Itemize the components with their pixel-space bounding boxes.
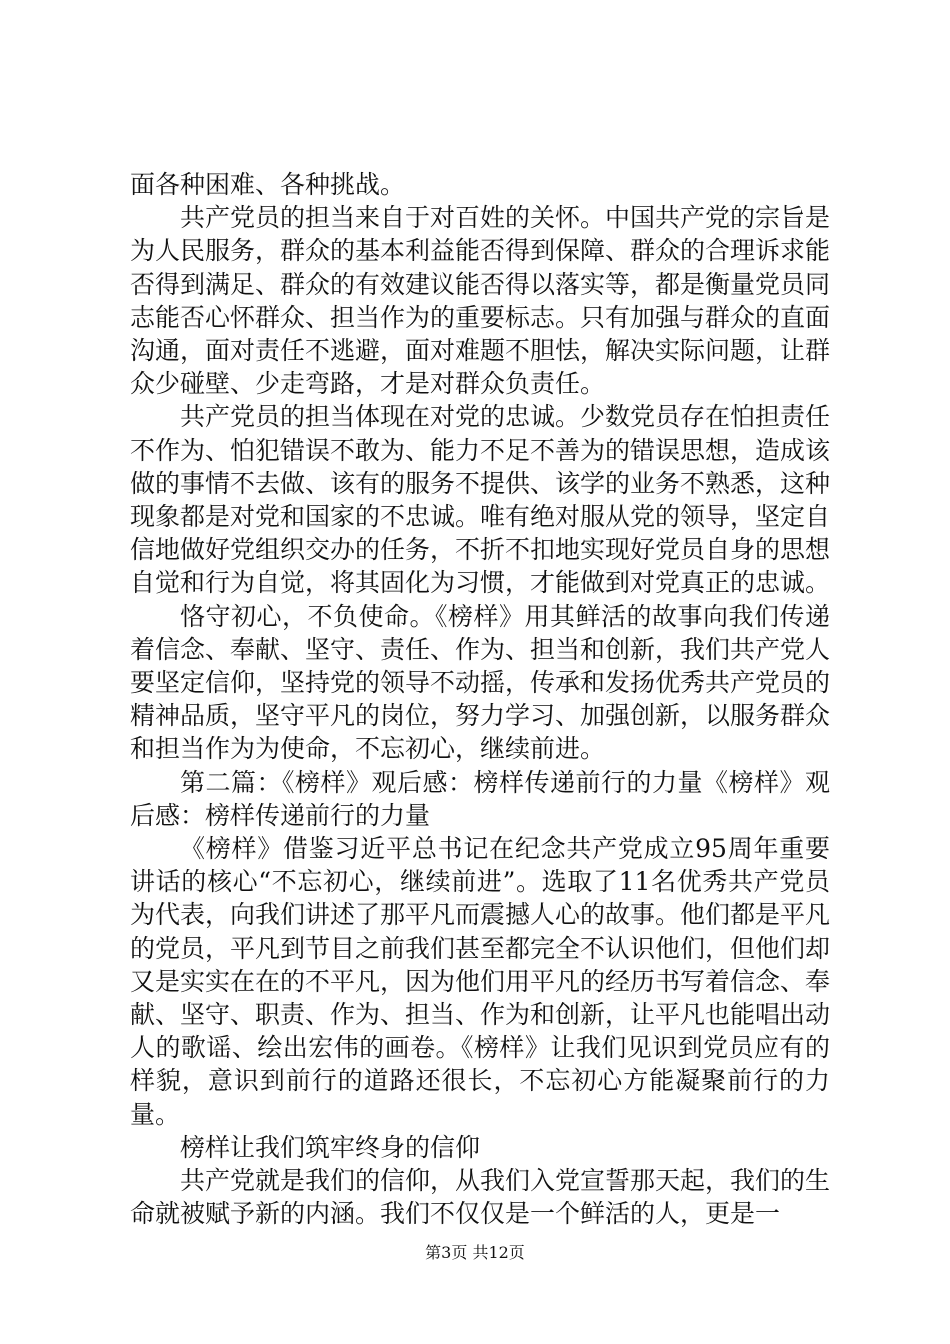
document-body	[130, 168, 830, 1231]
paragraph-party-belief: 共产党就是我们的信仰，从我们入党宣誓那天起，我们的生命就被赋予新的内涵。我们不仅仅是一个鲜活的人，更是一	[130, 1166, 831, 1229]
subheading-lifelong-belief: 榜样让我们筑牢终身的信仰	[180, 1132, 481, 1162]
paragraph-role-models-intro: 《榜样》借鉴习近平总书记在纪念共产党成立95周年重要讲话的核心“不忘初心，继续前进”。选取了11名优秀共产党员为代表，向我们讲述了那平凡而震撼人心的故事。他们都是平凡的党员，平凡到节目之前我们甚至都完全不认识他们，但他们却又是实实在在的不平凡，因为他们用平凡的经历书写着信念、奉献、坚守、职责、作为、担当、作为和创新，让平凡也能唱出动人的歌谣、绘出宏伟的画卷。《榜样》让我们见识到党员应有的样貌，意识到前行的道路还很长，不忘初心方能凝聚前行的力量。	[130, 834, 831, 1129]
paragraph-care-for-people: 共产党员的担当来自于对百姓的关怀。中国共产党的宗旨是为人民服务，群众的基本利益能否得到保障、群众的合理诉求能否得到满足、群众的有效建议能否得以落实等，都是衡量党员同志能否心怀群众、担当作为的重要标志。只有加强与群众的直面沟通，面对责任不逃避，面对难题不胆怯，解决实际问题，让群众少碰壁、少走弯路，才是对群众负责任。	[130, 203, 831, 399]
page-number-footer: 第3页 共12页	[425, 1243, 525, 1262]
paragraph-continuation: 面各种困难、各种挑战。	[130, 170, 406, 199]
paragraph-loyalty: 共产党员的担当体现在对党的忠诚。少数党员存在怕担责任不作为、怕犯错误不敢为、能力不足不善为的错误思想，造成该做的事情不去做、该有的服务不提供、该学的业务不熟悉，这种现象都是对党和国家的不忠诚。唯有绝对服从党的领导，坚定自信地做好党组织交办的任务，不折不扣地实现好党员自身的思想自觉和行为自觉，将其固化为习惯，才能做到对党真正的忠诚。	[130, 402, 831, 598]
paragraph-original-aspiration: 恪守初心，不负使命。《榜样》用其鲜活的故事向我们传递着信念、奉献、坚守、责任、作为、担当和创新，我们共产党人要坚定信仰，坚持党的领导不动摇，传承和发扬优秀共产党员的精神品质，坚守平凡的岗位，努力学习、加强创新，以服务群众和担当作为为使命，不忘初心，继续前进。	[130, 601, 831, 764]
section-heading-part-two: 第二篇：《榜样》观后感：榜样传递前行的力量《榜样》观后感：榜样传递前行的力量	[130, 767, 830, 830]
